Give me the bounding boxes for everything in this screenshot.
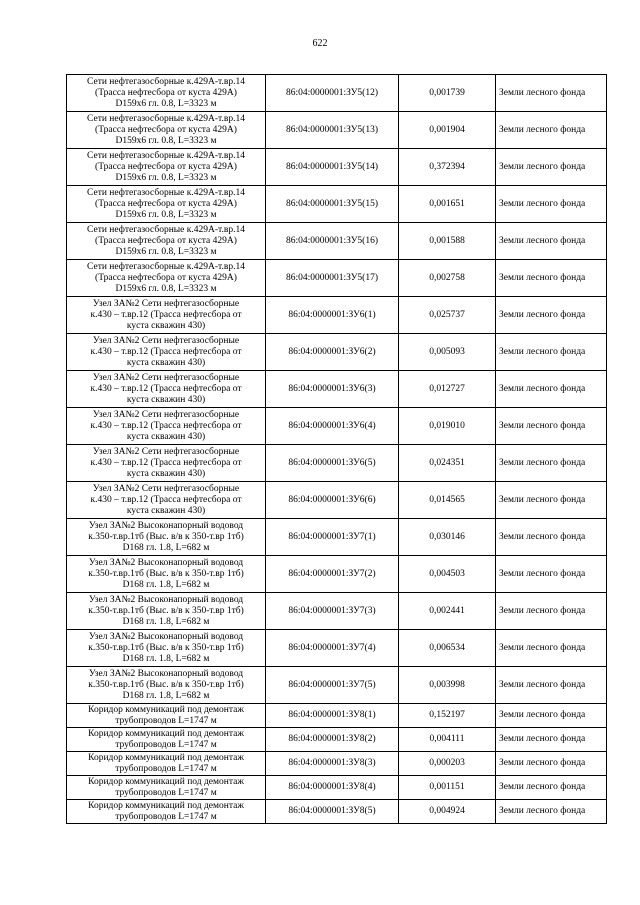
object-name-line: Коридор коммуникаций под демонтаж — [88, 800, 244, 811]
object-name-line: к.350-т.вр.1тб (Выс. в/в к 350-т.вр 1тб) — [88, 568, 244, 579]
cell-area: 0,004503 — [399, 556, 496, 593]
object-name-line: D168 гл. 1.8, L=682 м — [122, 542, 210, 553]
cell-cadastral-number: 86:04:0000001:ЗУ7(3) — [266, 593, 399, 630]
cell-object-name — [67, 445, 266, 482]
cell-area: 0,024351 — [399, 445, 496, 482]
cell-cadastral-number: 86:04:0000001:ЗУ8(1) — [266, 704, 399, 728]
object-name-line: Узел ЗА№2 Высоконапорный водовод — [88, 520, 244, 531]
cell-object-name — [67, 728, 266, 752]
table-row — [67, 519, 607, 556]
table-row — [67, 556, 607, 593]
cell-object-name — [67, 556, 266, 593]
cell-object-name — [67, 408, 266, 445]
cell-area: 0,152197 — [399, 704, 496, 728]
cell-cadastral-number: 86:04:0000001:ЗУ6(6) — [266, 482, 399, 519]
object-name-line: трубопроводов L=1747 м — [115, 787, 217, 798]
cell-land-category: Земли лесного фонда — [496, 593, 607, 630]
object-name-line: Узел ЗА№2 Высоконапорный водовод — [88, 668, 244, 679]
cell-cadastral-number: 86:04:0000001:ЗУ5(14) — [266, 149, 399, 186]
cell-land-category: Земли лесного фонда — [496, 556, 607, 593]
object-name-line: к.350-т.вр.1тб (Выс. в/в к 350-т.вр 1тб) — [88, 679, 244, 690]
cell-object-name — [67, 482, 266, 519]
object-name-line: куста скважин 430) — [126, 468, 206, 479]
cell-land-category: Земли лесного фонда — [496, 75, 607, 112]
cell-object-name — [67, 149, 266, 186]
object-name-line: к.350-т.вр.1тб (Выс. в/в к 350-т.вр 1тб) — [88, 531, 244, 542]
cell-land-category: Земли лесного фонда — [496, 371, 607, 408]
table-row — [67, 728, 607, 752]
cell-area: 0,372394 — [399, 149, 496, 186]
object-name-line: Узел ЗА№2 Высоконапорный водовод — [88, 631, 244, 642]
cell-area: 0,004111 — [399, 728, 496, 752]
cell-land-category: Земли лесного фонда — [496, 408, 607, 445]
cell-cadastral-number: 86:04:0000001:ЗУ6(3) — [266, 371, 399, 408]
object-name-line: Узел ЗА№2 Сети нефтегазосборные — [92, 372, 240, 383]
cell-land-category: Земли лесного фонда — [496, 297, 607, 334]
object-name-line: D168 гл. 1.8, L=682 м — [122, 690, 210, 701]
object-name-line: к.430 – т.вр.12 (Трасса нефтесбора от — [90, 420, 242, 431]
object-name-line: Сети нефтегазосборные к.429А-т.вр.14 — [87, 224, 245, 235]
object-name-line: Коридор коммуникаций под демонтаж — [88, 728, 244, 739]
cell-object-name — [67, 371, 266, 408]
cell-object-name — [67, 334, 266, 371]
object-name-line: трубопроводов L=1747 м — [115, 763, 217, 774]
object-name-line: D168 гл. 1.8, L=682 м — [122, 579, 210, 590]
table-row — [67, 149, 607, 186]
cell-cadastral-number: 86:04:0000001:ЗУ8(2) — [266, 728, 399, 752]
object-name-line: D159x6 гл. 0.8, L=3323 м — [115, 98, 217, 109]
page-number: 622 — [312, 38, 328, 49]
object-name-line: Коридор коммуникаций под демонтаж — [88, 704, 244, 715]
object-name-line: Узел ЗА№2 Сети нефтегазосборные — [92, 446, 240, 457]
object-name-line: куста скважин 430) — [126, 505, 206, 516]
table-row — [67, 297, 607, 334]
land-plots-table — [66, 74, 607, 824]
object-name-line: Узел ЗА№2 Сети нефтегазосборные — [92, 335, 240, 346]
cell-area: 0,006534 — [399, 630, 496, 667]
cell-land-category: Земли лесного фонда — [496, 223, 607, 260]
object-name-line: к.430 – т.вр.12 (Трасса нефтесбора от — [90, 383, 242, 394]
cell-cadastral-number: 86:04:0000001:ЗУ7(1) — [266, 519, 399, 556]
table-row — [67, 704, 607, 728]
table-row — [67, 186, 607, 223]
object-name-line: D168 гл. 1.8, L=682 м — [122, 616, 210, 627]
cell-cadastral-number: 86:04:0000001:ЗУ8(4) — [266, 776, 399, 800]
object-name-line: (Трасса нефтесбора от куста 429А) — [95, 161, 237, 172]
cell-area: 0,004924 — [399, 800, 496, 824]
cell-object-name — [67, 667, 266, 704]
object-name-line: (Трасса нефтесбора от куста 429А) — [95, 87, 237, 98]
cell-cadastral-number: 86:04:0000001:ЗУ8(5) — [266, 800, 399, 824]
object-name-line: D159x6 гл. 0.8, L=3323 м — [115, 283, 217, 294]
cell-object-name — [67, 704, 266, 728]
object-name-line: Сети нефтегазосборные к.429А-т.вр.14 — [87, 76, 245, 87]
cell-area: 0,002758 — [399, 260, 496, 297]
cell-land-category: Земли лесного фонда — [496, 482, 607, 519]
object-name-line: Узел ЗА№2 Сети нефтегазосборные — [92, 409, 240, 420]
cell-cadastral-number: 86:04:0000001:ЗУ6(5) — [266, 445, 399, 482]
cell-object-name — [67, 776, 266, 800]
cell-cadastral-number: 86:04:0000001:ЗУ5(13) — [266, 112, 399, 149]
object-name-line: трубопроводов L=1747 м — [115, 811, 217, 822]
object-name-line: трубопроводов L=1747 м — [115, 715, 217, 726]
cell-land-category: Земли лесного фонда — [496, 800, 607, 824]
cell-land-category: Земли лесного фонда — [496, 704, 607, 728]
table-row — [67, 752, 607, 776]
cell-land-category: Земли лесного фонда — [496, 630, 607, 667]
table-row — [67, 776, 607, 800]
cell-cadastral-number: 86:04:0000001:ЗУ8(3) — [266, 752, 399, 776]
object-name-line: к.430 – т.вр.12 (Трасса нефтесбора от — [90, 346, 242, 357]
object-name-line: D159x6 гл. 0.8, L=3323 м — [115, 209, 217, 220]
cell-area: 0,030146 — [399, 519, 496, 556]
cell-object-name — [67, 186, 266, 223]
cell-area: 0,001151 — [399, 776, 496, 800]
cell-object-name — [67, 752, 266, 776]
cell-area: 0,019010 — [399, 408, 496, 445]
object-name-line: к.350-т.вр.1тб (Выс. в/в к 350-т.вр 1тб) — [88, 605, 244, 616]
cell-land-category: Земли лесного фонда — [496, 728, 607, 752]
table-row — [67, 408, 607, 445]
cell-area: 0,014565 — [399, 482, 496, 519]
object-name-line: куста скважин 430) — [126, 320, 206, 331]
object-name-line: к.350-т.вр.1тб (Выс. в/в к 350-т.вр 1тб) — [88, 642, 244, 653]
object-name-line: куста скважин 430) — [126, 357, 206, 368]
cell-land-category: Земли лесного фонда — [496, 752, 607, 776]
cell-land-category: Земли лесного фонда — [496, 445, 607, 482]
object-name-line: D159x6 гл. 0.8, L=3323 м — [115, 135, 217, 146]
cell-land-category: Земли лесного фонда — [496, 776, 607, 800]
cell-land-category: Земли лесного фонда — [496, 260, 607, 297]
cell-cadastral-number: 86:04:0000001:ЗУ5(17) — [266, 260, 399, 297]
cell-land-category: Земли лесного фонда — [496, 186, 607, 223]
cell-land-category: Земли лесного фонда — [496, 667, 607, 704]
cell-land-category: Земли лесного фонда — [496, 112, 607, 149]
table-row — [67, 75, 607, 112]
cell-cadastral-number: 86:04:0000001:ЗУ7(5) — [266, 667, 399, 704]
object-name-line: к.430 – т.вр.12 (Трасса нефтесбора от — [90, 494, 242, 505]
object-name-line: (Трасса нефтесбора от куста 429А) — [95, 198, 237, 209]
cell-area: 0,001739 — [399, 75, 496, 112]
table-row — [67, 593, 607, 630]
object-name-line: Сети нефтегазосборные к.429А-т.вр.14 — [87, 113, 245, 124]
table-row — [67, 482, 607, 519]
cell-object-name — [67, 112, 266, 149]
object-name-line: (Трасса нефтесбора от куста 429А) — [95, 124, 237, 135]
object-name-line: (Трасса нефтесбора от куста 429А) — [95, 235, 237, 246]
cell-cadastral-number: 86:04:0000001:ЗУ7(4) — [266, 630, 399, 667]
cell-land-category: Земли лесного фонда — [496, 149, 607, 186]
cell-cadastral-number: 86:04:0000001:ЗУ6(1) — [266, 297, 399, 334]
object-name-line: Узел ЗА№2 Высоконапорный водовод — [88, 557, 244, 568]
cell-object-name — [67, 75, 266, 112]
cell-area: 0,001588 — [399, 223, 496, 260]
object-name-line: D168 гл. 1.8, L=682 м — [122, 653, 210, 664]
cell-object-name — [67, 223, 266, 260]
object-name-line: Сети нефтегазосборные к.429А-т.вр.14 — [87, 261, 245, 272]
cell-area: 0,012727 — [399, 371, 496, 408]
object-name-line: Коридор коммуникаций под демонтаж — [88, 776, 244, 787]
table-body — [67, 75, 607, 824]
table-row — [67, 223, 607, 260]
table-row — [67, 445, 607, 482]
cell-land-category: Земли лесного фонда — [496, 334, 607, 371]
cell-area: 0,003998 — [399, 667, 496, 704]
cell-area: 0,000203 — [399, 752, 496, 776]
object-name-line: (Трасса нефтесбора от куста 429А) — [95, 272, 237, 283]
table-row — [67, 630, 607, 667]
cell-cadastral-number: 86:04:0000001:ЗУ5(12) — [266, 75, 399, 112]
cell-cadastral-number: 86:04:0000001:ЗУ7(2) — [266, 556, 399, 593]
table-row — [67, 800, 607, 824]
object-name-line: Узел ЗА№2 Сети нефтегазосборные — [92, 483, 240, 494]
cell-cadastral-number: 86:04:0000001:ЗУ6(4) — [266, 408, 399, 445]
cell-area: 0,001651 — [399, 186, 496, 223]
table-row — [67, 112, 607, 149]
table-row — [67, 334, 607, 371]
cell-area: 0,025737 — [399, 297, 496, 334]
cell-area: 0,005093 — [399, 334, 496, 371]
object-name-line: Узел ЗА№2 Сети нефтегазосборные — [92, 298, 240, 309]
cell-object-name — [67, 297, 266, 334]
object-name-line: к.430 – т.вр.12 (Трасса нефтесбора от — [90, 309, 242, 320]
cell-area: 0,001904 — [399, 112, 496, 149]
object-name-line: Сети нефтегазосборные к.429А-т.вр.14 — [87, 150, 245, 161]
object-name-line: Узел ЗА№2 Высоконапорный водовод — [88, 594, 244, 605]
object-name-line: D159x6 гл. 0.8, L=3323 м — [115, 172, 217, 183]
object-name-line: Коридор коммуникаций под демонтаж — [88, 752, 244, 763]
table-row — [67, 667, 607, 704]
cell-object-name — [67, 519, 266, 556]
object-name-line: D159x6 гл. 0.8, L=3323 м — [115, 246, 217, 257]
cell-cadastral-number: 86:04:0000001:ЗУ6(2) — [266, 334, 399, 371]
table-row — [67, 371, 607, 408]
object-name-line: куста скважин 430) — [126, 394, 206, 405]
cell-object-name — [67, 593, 266, 630]
cell-cadastral-number: 86:04:0000001:ЗУ5(15) — [266, 186, 399, 223]
cell-object-name — [67, 260, 266, 297]
cell-land-category: Земли лесного фонда — [496, 519, 607, 556]
object-name-line: к.430 – т.вр.12 (Трасса нефтесбора от — [90, 457, 242, 468]
cell-object-name — [67, 800, 266, 824]
cell-area: 0,002441 — [399, 593, 496, 630]
object-name-line: трубопроводов L=1747 м — [115, 739, 217, 750]
cell-cadastral-number: 86:04:0000001:ЗУ5(16) — [266, 223, 399, 260]
cell-object-name — [67, 630, 266, 667]
table-row — [67, 260, 607, 297]
object-name-line: куста скважин 430) — [126, 431, 206, 442]
object-name-line: Сети нефтегазосборные к.429А-т.вр.14 — [87, 187, 245, 198]
